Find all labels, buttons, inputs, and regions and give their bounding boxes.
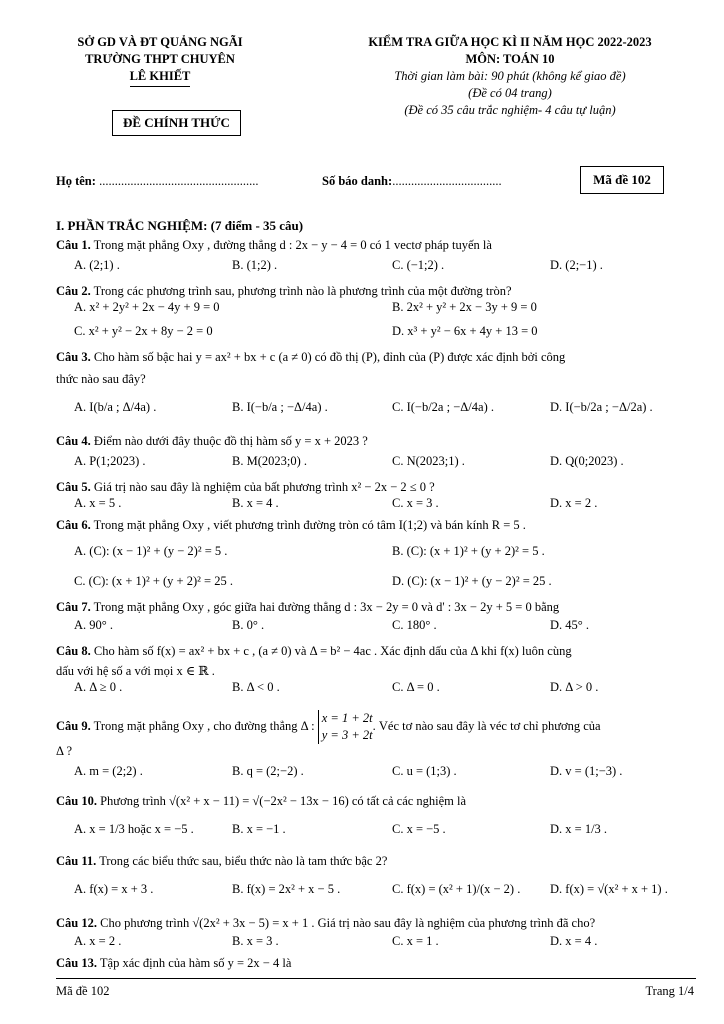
answer-d[interactable]: D. (C): (x − 1)² + (y − 2)² = 25 . bbox=[392, 574, 552, 588]
question-7: Câu 7. Trong mặt phẳng Oxy , góc giữa hai đường thẳng d : 3x − 2y = 0 và d' : 3x − 2y + 5 = 0 bằng bbox=[56, 600, 560, 614]
answer-d[interactable]: D. x = 2 . bbox=[550, 496, 598, 510]
exam-title: KIỂM TRA GIỮA HỌC KÌ II NĂM HỌC 2022-2023 bbox=[368, 35, 652, 49]
answer-a[interactable]: A. f(x) = x + 3 . bbox=[74, 882, 154, 896]
answers-8 bbox=[74, 680, 704, 700]
name-dots: ................................................... bbox=[99, 174, 259, 188]
question-3-cont: thức nào sau đây? bbox=[56, 372, 146, 386]
answers-4 bbox=[74, 454, 704, 474]
answers-6b bbox=[74, 574, 704, 594]
footer-page: Trang 1/4 bbox=[645, 984, 694, 998]
question-2: Câu 2. Trong các phương trình sau, phương trình nào là phương trình của một đường tròn? bbox=[56, 284, 512, 298]
answer-b[interactable]: B. 2x² + y² + 2x − 3y + 9 = 0 bbox=[392, 300, 537, 314]
answer-c[interactable]: C. 180° . bbox=[392, 618, 437, 632]
answer-b[interactable]: B. f(x) = 2x² + x − 5 . bbox=[232, 882, 341, 896]
answer-a[interactable]: A. 90° . bbox=[74, 618, 114, 632]
dept-name: SỞ GD VÀ ĐT QUẢNG NGÃI bbox=[77, 35, 243, 49]
answer-d[interactable]: D. v = (1;−3) . bbox=[550, 764, 623, 778]
answers-1 bbox=[74, 258, 704, 278]
answer-b[interactable]: B. x = 3 . bbox=[232, 934, 279, 948]
answers-2a bbox=[74, 300, 704, 320]
school-header bbox=[30, 34, 290, 87]
id-field bbox=[322, 174, 502, 189]
answer-b[interactable]: B. I(−b/a ; −Δ/4a) . bbox=[232, 400, 328, 414]
answer-c[interactable]: C. N(2023;1) . bbox=[392, 454, 465, 468]
answers-12 bbox=[74, 934, 704, 954]
answer-d[interactable]: D. f(x) = √(x² + x + 1) . bbox=[550, 882, 668, 896]
answers-5 bbox=[74, 496, 704, 516]
answer-b[interactable]: B. (1;2) . bbox=[232, 258, 278, 272]
answer-c[interactable]: C. I(−b/2a ; −Δ/4a) . bbox=[392, 400, 494, 414]
pages-note: (Đề có 04 trang) bbox=[468, 86, 552, 100]
answer-a[interactable]: A. (2;1) . bbox=[74, 258, 120, 272]
answers-2b bbox=[74, 324, 704, 344]
answer-c[interactable]: C. x² + y² − 2x + 8y − 2 = 0 bbox=[74, 324, 213, 338]
school-name-2: LÊ KHIẾT bbox=[130, 68, 191, 87]
question-3: Câu 3. Cho hàm số bậc hai y = ax² + bx + c (a ≠ 0) có đồ thị (P), đỉnh của (P) được xác định bởi công bbox=[56, 350, 566, 364]
section-title: I. PHẦN TRẮC NGHIỆM: (7 điểm - 35 câu) bbox=[56, 218, 304, 233]
question-9: Câu 9. Trong mặt phẳng Oxy , cho đường thẳng Δ : x = 1 + 2t y = 3 + 2t . Véc tơ nào sau đây là véc tơ chỉ phương của bbox=[56, 711, 601, 742]
question-9-cont: Δ ? bbox=[56, 744, 73, 758]
answer-c[interactable]: C. (C): (x + 1)² + (y + 2)² = 25 . bbox=[74, 574, 233, 588]
subject: MÔN: TOÁN 10 bbox=[465, 52, 555, 66]
id-label: Số báo danh: bbox=[322, 174, 393, 188]
answer-c[interactable]: C. f(x) = (x² + 1)/(x − 2) . bbox=[392, 882, 521, 896]
official-label: ĐỀ CHÍNH THỨC bbox=[112, 110, 241, 136]
answer-d[interactable]: D. Δ > 0 . bbox=[550, 680, 599, 694]
name-field bbox=[56, 174, 258, 189]
school-name: TRƯỜNG THPT CHUYÊN bbox=[85, 52, 235, 66]
answer-a[interactable]: A. x = 2 . bbox=[74, 934, 122, 948]
question-1: Câu 1. Trong mặt phẳng Oxy , đường thẳng d : 2x − y − 4 = 0 có 1 vectơ pháp tuyến là bbox=[56, 238, 492, 252]
footer-divider bbox=[56, 978, 696, 979]
answer-d[interactable]: D. Q(0;2023) . bbox=[550, 454, 624, 468]
answer-c[interactable]: C. x = 1 . bbox=[392, 934, 439, 948]
answers-7 bbox=[74, 618, 704, 638]
answer-b[interactable]: B. x = 4 . bbox=[232, 496, 279, 510]
answers-6a bbox=[74, 544, 704, 564]
answers-9 bbox=[74, 764, 704, 784]
answer-b[interactable]: B. (C): (x + 1)² + (y + 2)² = 5 . bbox=[392, 544, 545, 558]
exam-code-box: Mã đề 102 bbox=[580, 166, 664, 194]
answer-a[interactable]: A. x = 5 . bbox=[74, 496, 122, 510]
answer-a[interactable]: A. x = 1/3 hoặc x = −5 . bbox=[74, 822, 194, 836]
question-13: Câu 13. Tập xác định của hàm số y = 2x − 4 là bbox=[56, 956, 292, 970]
question-10: Câu 10. Phương trình √(x² + x − 11) = √(−2x² − 13x − 16) có tất cả các nghiệm là bbox=[56, 794, 467, 808]
answer-b[interactable]: B. x = −1 . bbox=[232, 822, 286, 836]
answer-a[interactable]: A. x² + 2y² + 2x − 4y + 9 = 0 bbox=[74, 300, 220, 314]
answer-d[interactable]: D. x³ + y² − 6x + 4y + 13 = 0 bbox=[392, 324, 538, 338]
question-11: Câu 11. Trong các biểu thức sau, biểu thức nào là tam thức bậc 2? bbox=[56, 854, 388, 868]
question-8-cont: dấu với hệ số a với mọi x ∈ ℝ . bbox=[56, 664, 215, 678]
answers-10 bbox=[74, 822, 704, 842]
answer-c[interactable]: C. x = −5 . bbox=[392, 822, 446, 836]
question-4: Câu 4. Điểm nào dưới đây thuộc đồ thị hàm số y = x + 2023 ? bbox=[56, 434, 368, 448]
question-12: Câu 12. Cho phương trình √(2x² + 3x − 5) = x + 1 . Giá trị nào sau đây là nghiệm của phương trình đã cho? bbox=[56, 916, 596, 930]
time-note: Thời gian làm bài: 90 phút (không kể giao đề) bbox=[394, 69, 626, 83]
question-8: Câu 8. Cho hàm số f(x) = ax² + bx + c , (a ≠ 0) và Δ = b² − 4ac . Xác định dấu của Δ khi f(x) luôn cùng bbox=[56, 644, 572, 658]
answer-b[interactable]: B. q = (2;−2) . bbox=[232, 764, 304, 778]
footer-code: Mã đề 102 bbox=[56, 984, 110, 998]
answer-c[interactable]: C. u = (1;3) . bbox=[392, 764, 457, 778]
question-6: Câu 6. Trong mặt phẳng Oxy , viết phương trình đường tròn có tâm I(1;2) và bán kính R = 5 . bbox=[56, 518, 526, 532]
answer-d[interactable]: D. (2;−1) . bbox=[550, 258, 603, 272]
answer-a[interactable]: A. (C): (x − 1)² + (y − 2)² = 5 . bbox=[74, 544, 228, 558]
answer-c[interactable]: C. (−1;2) . bbox=[392, 258, 445, 272]
id-dots: ................................... bbox=[392, 174, 502, 188]
answer-d[interactable]: D. 45° . bbox=[550, 618, 590, 632]
answer-b[interactable]: B. Δ < 0 . bbox=[232, 680, 280, 694]
exam-header bbox=[320, 34, 700, 119]
answer-c[interactable]: C. Δ = 0 . bbox=[392, 680, 440, 694]
answer-a[interactable]: A. I(b/a ; Δ/4a) . bbox=[74, 400, 157, 414]
answer-c[interactable]: C. x = 3 . bbox=[392, 496, 439, 510]
answers-11 bbox=[74, 882, 704, 902]
answers-3 bbox=[74, 400, 704, 420]
answer-a[interactable]: A. Δ ≥ 0 . bbox=[74, 680, 123, 694]
question-5: Câu 5. Giá trị nào sau đây là nghiệm của bất phương trình x² − 2x − 2 ≤ 0 ? bbox=[56, 480, 435, 494]
structure-note: (Đề có 35 câu trắc nghiệm- 4 câu tự luận) bbox=[404, 103, 616, 117]
answer-d[interactable]: D. x = 4 . bbox=[550, 934, 598, 948]
answer-a[interactable]: A. P(1;2023) . bbox=[74, 454, 146, 468]
answer-a[interactable]: A. m = (2;2) . bbox=[74, 764, 143, 778]
answer-d[interactable]: D. x = 1/3 . bbox=[550, 822, 608, 836]
answer-b[interactable]: B. 0° . bbox=[232, 618, 265, 632]
answer-b[interactable]: B. M(2023;0) . bbox=[232, 454, 307, 468]
name-label: Họ tên: bbox=[56, 174, 96, 188]
answer-d[interactable]: D. I(−b/2a ; −Δ/2a) . bbox=[550, 400, 653, 414]
